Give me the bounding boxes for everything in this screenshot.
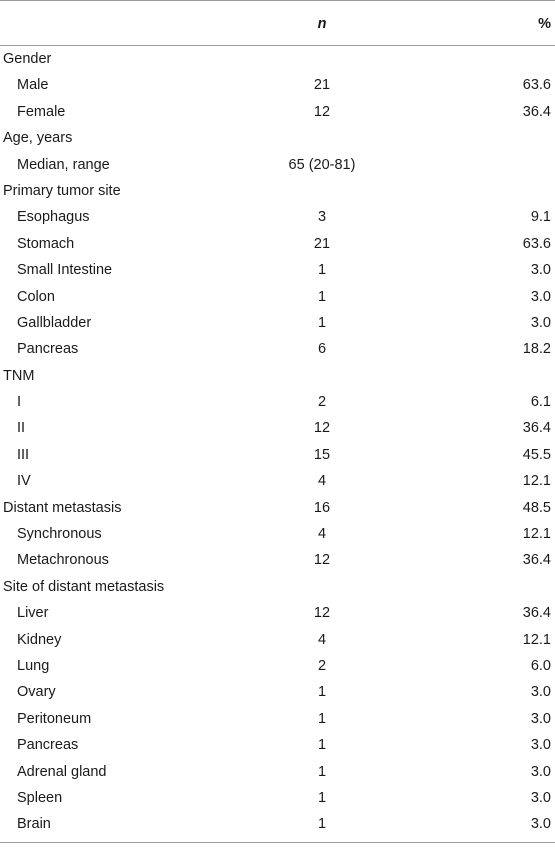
row-n-value: 12 <box>313 420 331 437</box>
table-row <box>0 336 555 362</box>
row-percent-value: 3.0 <box>530 816 551 833</box>
row-label: Esophagus <box>17 209 90 226</box>
row-label: Gallbladder <box>17 314 92 331</box>
row-percent-value: 9.1 <box>530 209 551 226</box>
table-header-row <box>0 0 555 46</box>
row-n-value: 21 <box>313 77 331 94</box>
table-row <box>0 600 555 626</box>
table-row <box>0 231 555 257</box>
row-percent-value: 36.4 <box>522 605 551 622</box>
table-row <box>0 653 555 679</box>
row-n-value: 6 <box>317 341 327 358</box>
row-percent-value: 6.1 <box>530 394 551 411</box>
row-percent-value: 48.5 <box>522 499 551 516</box>
row-percent-value: 18.2 <box>522 341 551 358</box>
row-label: IV <box>17 473 31 490</box>
row-percent-value: 12.1 <box>522 473 551 490</box>
table-row <box>0 204 555 230</box>
row-label: Adrenal gland <box>17 763 107 780</box>
header-percent-cell: % <box>538 16 551 32</box>
row-percent-value: 3.0 <box>530 314 551 331</box>
row-n-value: 1 <box>317 314 327 331</box>
row-n-value: 1 <box>317 737 327 754</box>
row-percent-value: 3.0 <box>530 684 551 701</box>
table-row <box>0 72 555 98</box>
row-percent-value: 3.0 <box>530 262 551 279</box>
row-label: Synchronous <box>17 526 102 543</box>
row-n-value: 16 <box>313 499 331 516</box>
table-body <box>0 46 555 838</box>
row-percent-value: 12.1 <box>522 526 551 543</box>
row-label: Ovary <box>17 684 56 701</box>
row-n-value: 1 <box>317 816 327 833</box>
row-n-value: 1 <box>317 262 327 279</box>
row-percent-value: 36.4 <box>522 552 551 569</box>
row-n-value: 12 <box>313 103 331 120</box>
table-row <box>0 811 555 837</box>
row-n-value: 1 <box>317 288 327 305</box>
row-label: Median, range <box>17 156 110 173</box>
row-n-value: 1 <box>317 763 327 780</box>
table-section-row <box>0 125 555 151</box>
row-label: Spleen <box>17 789 63 806</box>
row-percent-value: 45.5 <box>522 446 551 463</box>
row-label: Gender <box>3 51 52 67</box>
row-n-value: 12 <box>313 605 331 622</box>
table-row <box>0 284 555 310</box>
row-n-value: 4 <box>317 526 327 543</box>
table-section-row <box>0 46 555 72</box>
row-n-value: 65 (20-81) <box>288 156 356 173</box>
row-label: Male <box>17 77 49 94</box>
row-percent-value: 63.6 <box>522 77 551 94</box>
row-label: Site of distant metastasis <box>3 578 165 595</box>
row-label: TNM <box>3 367 35 384</box>
table-row <box>0 99 555 125</box>
table-section-row <box>0 363 555 389</box>
row-label: Female <box>17 103 66 120</box>
row-label: Stomach <box>17 235 75 252</box>
row-percent-value: 3.0 <box>530 710 551 727</box>
row-label: I <box>17 394 22 411</box>
row-label: Pancreas <box>17 341 79 358</box>
row-n-value: 1 <box>317 710 327 727</box>
table-section-row <box>0 495 555 521</box>
row-n-value: 4 <box>317 473 327 490</box>
row-percent-value: 6.0 <box>530 657 551 674</box>
row-percent-value: 63.6 <box>522 235 551 252</box>
table-row <box>0 415 555 441</box>
table-row <box>0 785 555 811</box>
row-label: Brain <box>17 816 51 833</box>
row-label: Primary tumor site <box>3 182 121 199</box>
row-n-value: 4 <box>317 631 327 648</box>
row-label: Small Intestine <box>17 262 113 279</box>
row-n-value: 15 <box>313 446 331 463</box>
row-n-value: 2 <box>317 394 327 411</box>
table-row <box>0 759 555 785</box>
row-n-value: 1 <box>317 684 327 701</box>
row-percent-value: 3.0 <box>530 737 551 754</box>
row-percent-value: 36.4 <box>522 420 551 437</box>
table-row <box>0 257 555 283</box>
row-label: Distant metastasis <box>3 499 122 516</box>
table-section-row <box>0 574 555 600</box>
row-percent-value: 12.1 <box>522 631 551 648</box>
table-row <box>0 152 555 178</box>
header-n-cell: n <box>317 16 327 32</box>
table-row <box>0 627 555 653</box>
row-label: Pancreas <box>17 737 79 754</box>
table-row <box>0 521 555 547</box>
row-n-value: 3 <box>317 209 327 226</box>
row-label: Peritoneum <box>17 710 92 727</box>
row-label: Kidney <box>17 631 62 648</box>
row-n-value: 2 <box>317 657 327 674</box>
row-label: Age, years <box>3 130 73 147</box>
row-label: Metachronous <box>17 552 109 569</box>
row-n-value: 12 <box>313 552 331 569</box>
table-row <box>0 310 555 336</box>
row-label: III <box>17 446 30 463</box>
table-row <box>0 442 555 468</box>
row-label: Liver <box>17 605 49 622</box>
table-row <box>0 468 555 494</box>
table-row <box>0 389 555 415</box>
bottom-rule <box>0 842 555 843</box>
table-row <box>0 679 555 705</box>
table-row <box>0 732 555 758</box>
row-percent-value: 3.0 <box>530 763 551 780</box>
row-percent-value: 3.0 <box>530 288 551 305</box>
row-percent-value: 36.4 <box>522 103 551 120</box>
table-section-row <box>0 178 555 204</box>
row-percent-value: 3.0 <box>530 789 551 806</box>
row-label: II <box>17 420 26 437</box>
row-label: Colon <box>17 288 55 305</box>
row-n-value: 1 <box>317 789 327 806</box>
table-row <box>0 706 555 732</box>
table-row <box>0 547 555 573</box>
row-n-value: 21 <box>313 235 331 252</box>
row-label: Lung <box>17 657 50 674</box>
